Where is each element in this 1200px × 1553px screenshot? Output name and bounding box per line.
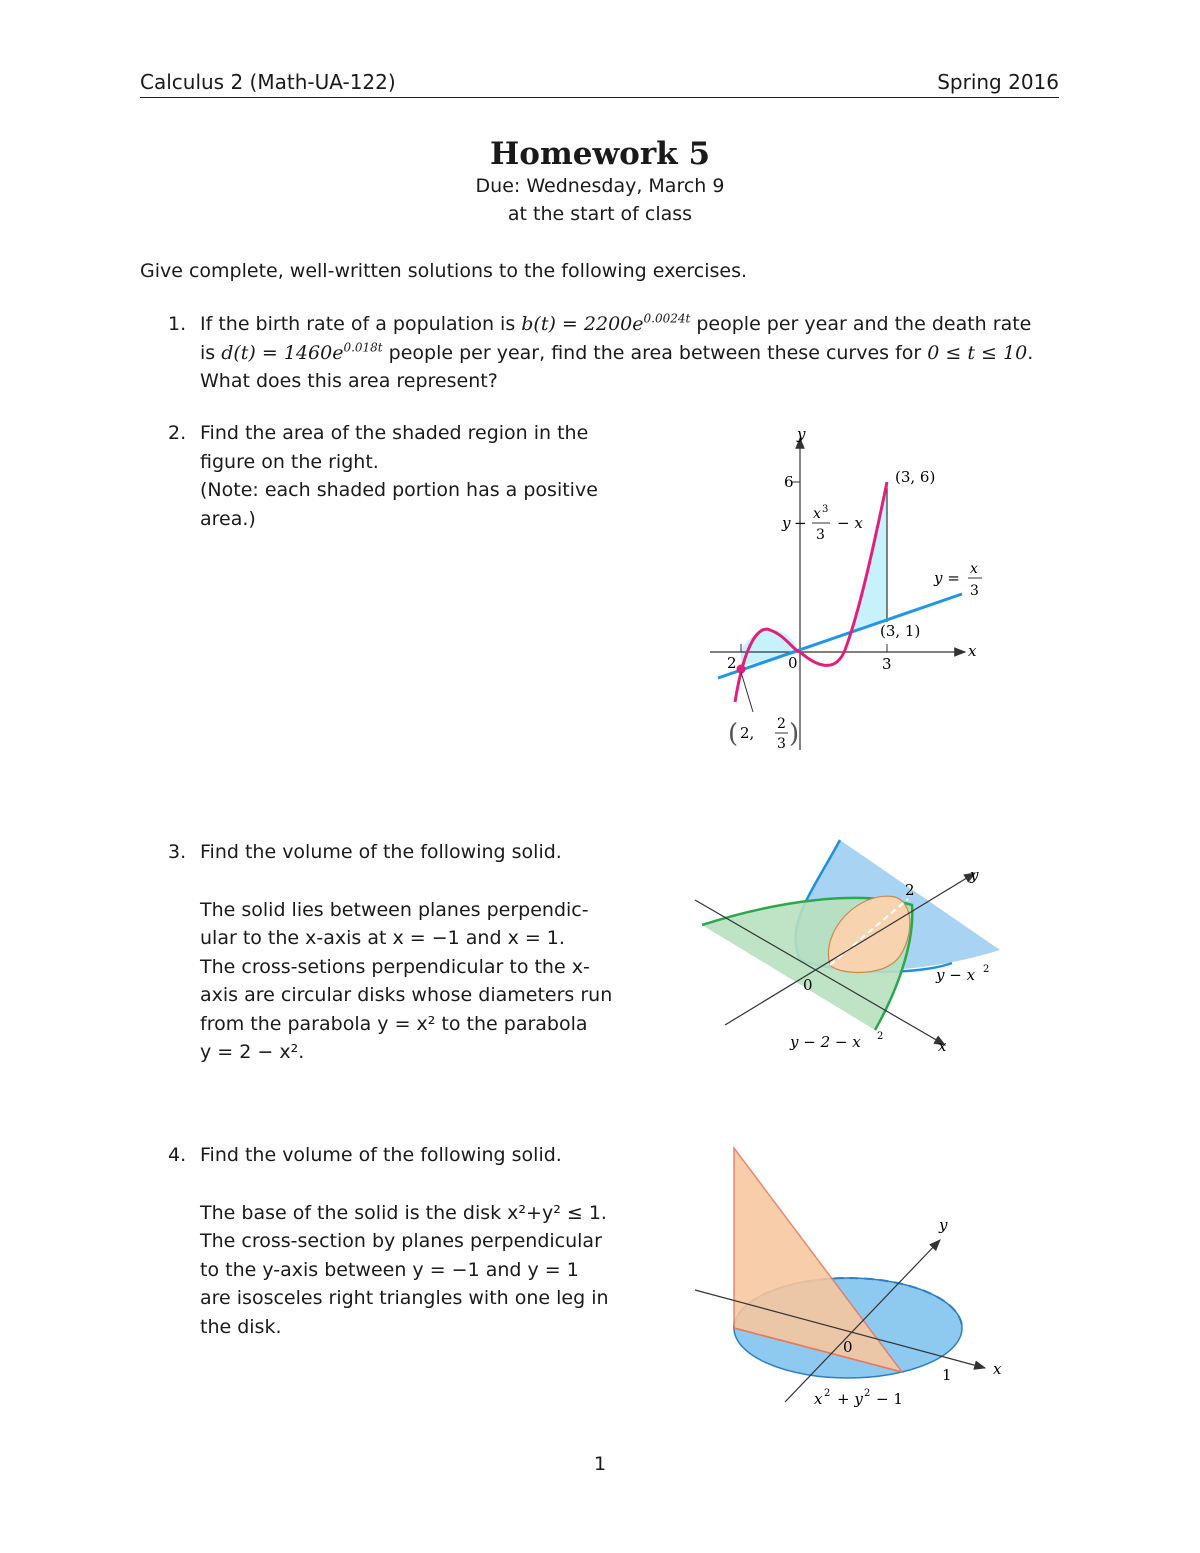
svg-text:−: − — [794, 514, 807, 532]
svg-text:x: x — [814, 1390, 823, 1408]
problem-3-line: The cross-setions perpendicular to the x- — [200, 955, 590, 978]
problem-1-line-3: What does this area represent? — [200, 370, 498, 392]
x-axis-label: x — [938, 1037, 947, 1055]
point-neg2-label — [728, 716, 799, 752]
problem-3-line: from the parabola y = x² to the parabola — [200, 1012, 588, 1035]
y-axis-label: y — [970, 866, 979, 884]
problem-3-line: y = 2 − x². — [200, 1041, 305, 1063]
x-axis-label: x — [968, 642, 977, 660]
figure-solid-triangles — [690, 1140, 1020, 1415]
problem-3-lead: Find the volume of the following solid. — [200, 841, 562, 863]
problem-3-line: ular to the x-axis at x = −1 and x = 1. — [200, 927, 565, 949]
svg-text:3: 3 — [822, 504, 829, 515]
tick-6-label: 6 — [784, 473, 794, 491]
problem-2-line: area.) — [200, 507, 256, 530]
problem-number: 1. — [168, 313, 187, 335]
svg-text:3: 3 — [777, 736, 786, 752]
origin-label: 0 — [788, 654, 798, 672]
svg-text:3: 3 — [816, 527, 825, 543]
svg-text:2: 2 — [983, 964, 990, 975]
svg-text:− x: − x — [837, 514, 863, 532]
course-header: Calculus 2 (Math-UA-122) — [140, 70, 396, 94]
problem-4-line: to the y-axis between y = −1 and y = 1 — [200, 1258, 579, 1281]
lower-parabola-label — [789, 1031, 883, 1051]
svg-text:+ y: + y — [837, 1390, 863, 1408]
tick-1-label: 1 — [942, 1366, 952, 1384]
y-axis-label: y — [939, 1216, 948, 1234]
svg-text:− 1: − 1 — [876, 1390, 903, 1408]
problem-1-line-1: If the birth rate of a population is $b(t) = 2200e^{0.0024t}$ people per year and the death rate — [200, 311, 1032, 335]
tick-2-label: 2 — [905, 881, 915, 899]
problem-3-line: axis are circular disks whose diameters run — [200, 984, 613, 1006]
problem-4-line: The base of the solid is the disk x²+y² ≤ 1. — [200, 1201, 607, 1224]
due-time: at the start of class — [507, 203, 693, 225]
svg-text:2,: 2, — [740, 724, 755, 742]
pointer-line — [741, 672, 753, 712]
svg-text:y =: y = — [934, 569, 960, 587]
problem-4-line: The cross-section by planes perpendicular — [200, 1230, 602, 1252]
y-axis-label: y — [797, 425, 806, 443]
header-rule — [140, 97, 1059, 98]
origin-label: 0 — [803, 976, 813, 994]
problem-number: 3. — [168, 841, 187, 863]
page-title: Homework 5 — [489, 136, 711, 172]
problem-2-line: figure on the right. — [200, 450, 379, 473]
svg-text:x: x — [970, 561, 978, 577]
svg-text:y − 2 − x: y − 2 − x — [790, 1033, 861, 1051]
problem-number: 2. — [168, 422, 187, 444]
svg-text:(: ( — [728, 719, 739, 749]
svg-text:3: 3 — [970, 583, 979, 599]
x-axis-label: x — [993, 1360, 1002, 1378]
term-header: Spring 2016 — [937, 70, 1059, 94]
figure-area-between-curves — [700, 420, 1000, 760]
problem-4-lead: Find the volume of the following solid. — [200, 1144, 562, 1166]
problem-number: 4. — [168, 1144, 187, 1166]
problem-2-line: (Note: each shaded portion has a positive — [200, 479, 598, 501]
figure-solid-parabolas — [690, 835, 1020, 1060]
svg-text:y: y — [782, 514, 791, 532]
svg-text:): ) — [789, 719, 800, 749]
svg-text:2: 2 — [824, 1388, 831, 1399]
problem-1-line-2: is $d(t) = 1460e^{0.018t}$ people per year, find the area between these curves for 0 ≤ t ≤ 10. — [200, 340, 1034, 364]
curve-equation-label — [781, 504, 863, 543]
origin-label: 0 — [843, 1338, 853, 1356]
svg-text:2: 2 — [864, 1388, 871, 1399]
problem-2-line: Find the area of the shaded region in the — [200, 422, 589, 444]
svg-text:2: 2 — [777, 716, 786, 732]
line-equation-label — [933, 561, 982, 599]
intro-text: Give complete, well-written solutions to the following exercises. — [140, 260, 748, 282]
problem-4-line: the disk. — [200, 1315, 282, 1338]
problem-3-line: The solid lies between planes perpendic- — [200, 898, 589, 921]
point-3-6-label: (3, 6) — [895, 468, 936, 486]
tick-3-label: 3 — [882, 655, 892, 673]
circle-equation-label — [814, 1388, 903, 1408]
upper-parabola-label — [935, 964, 989, 984]
svg-text:x: x — [813, 506, 821, 522]
problem-4-line: are isosceles right triangles with one leg in — [200, 1287, 609, 1309]
due-date: Due: Wednesday, March 9 — [475, 175, 725, 197]
page-number: 1 — [593, 1453, 607, 1475]
svg-text:y − x: y − x — [936, 966, 976, 984]
tick-neg2-label: 2 — [727, 654, 737, 672]
point-3-1-label: (3, 1) — [880, 622, 921, 640]
svg-text:2: 2 — [877, 1031, 884, 1042]
